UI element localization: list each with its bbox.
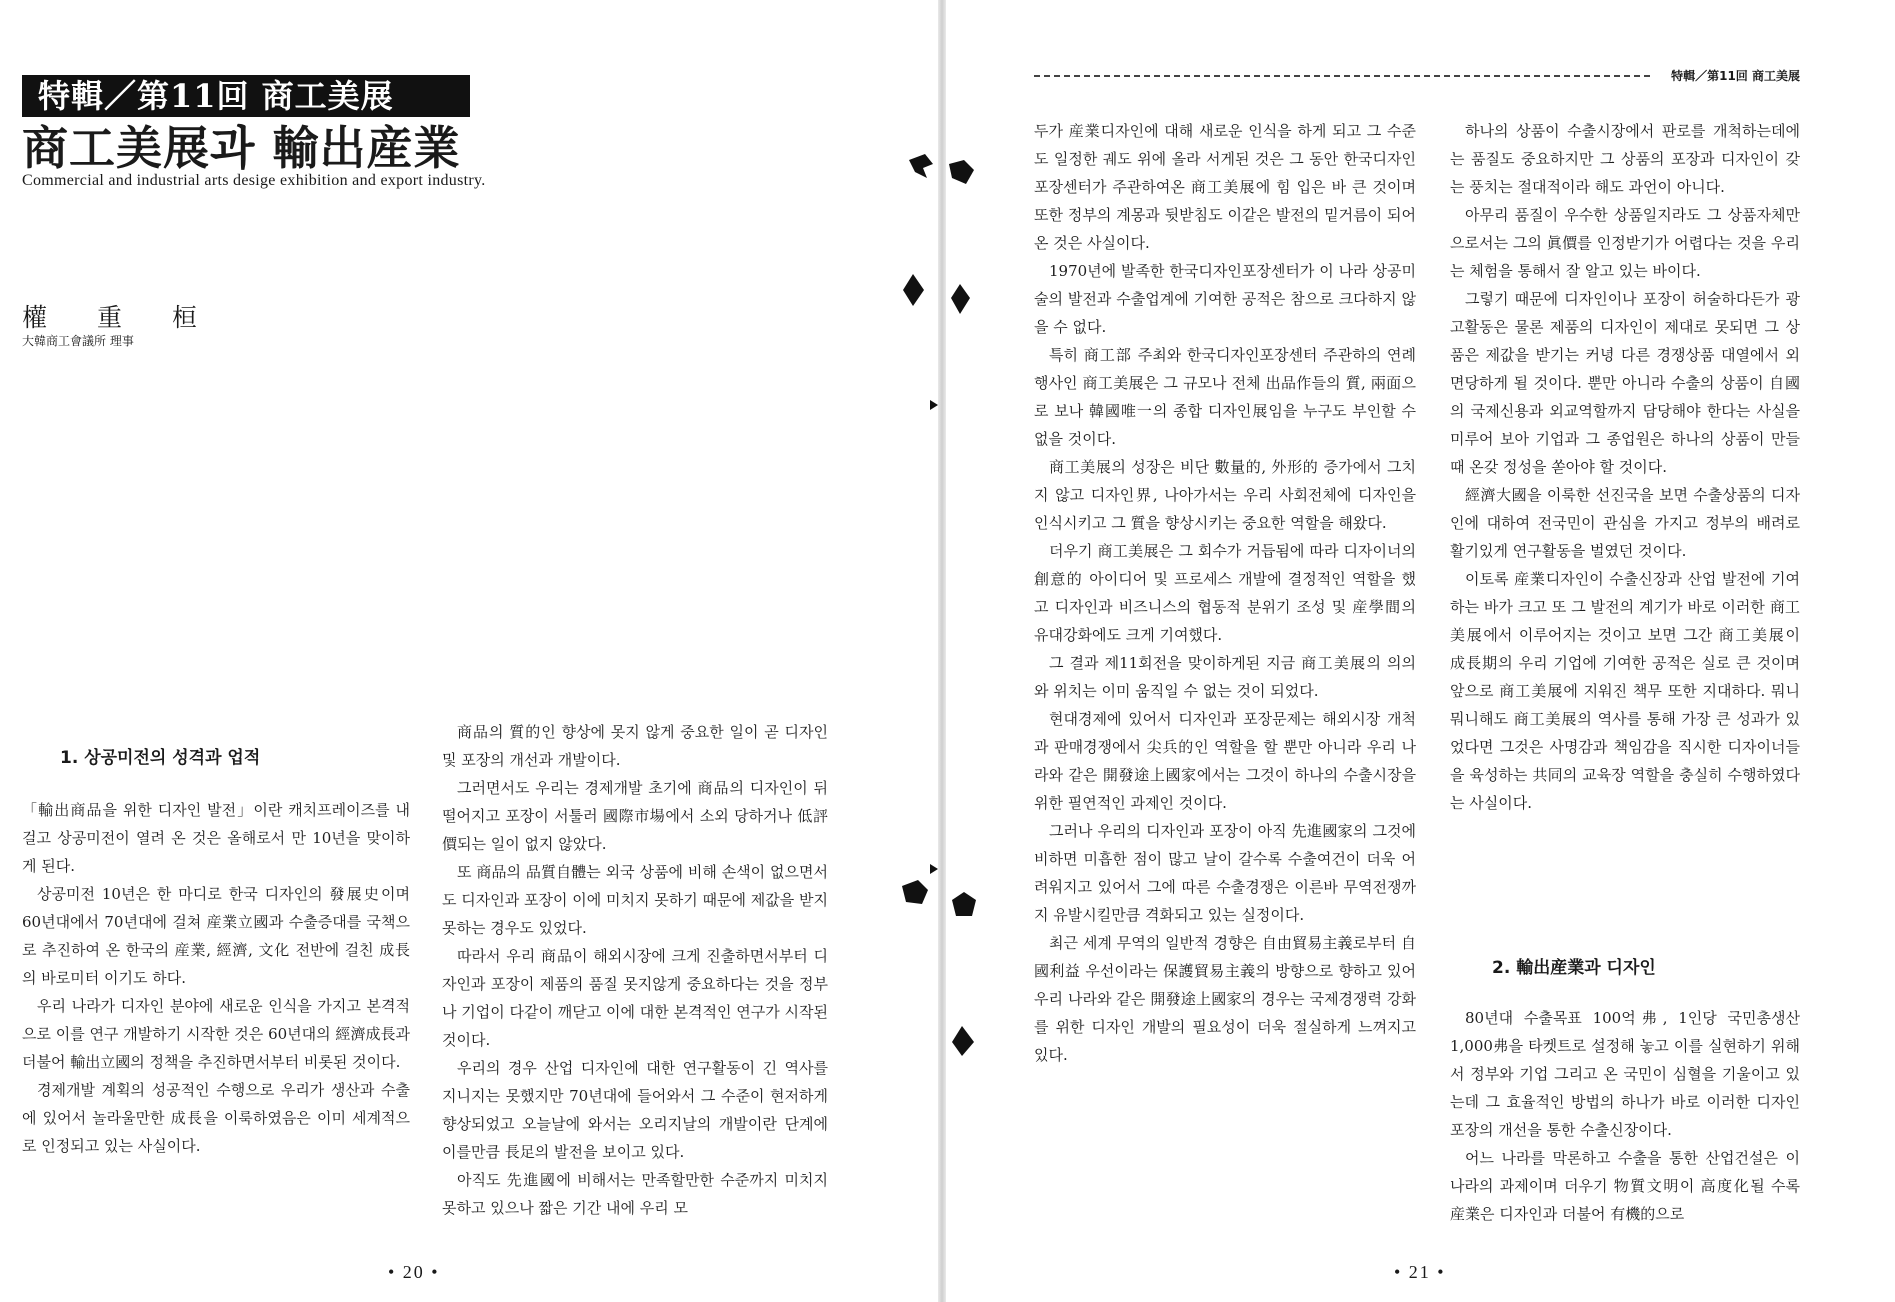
paragraph: 우리 나라가 디자인 분야에 새로운 인식을 가지고 본격적으로 이를 연구 개발하기 시작한 것은 60년대의 經濟成長과 더불어 輸出立國의 정책을 추진하면서부터 비롯된 것이다. bbox=[22, 997, 410, 1071]
ink-dot-mark bbox=[930, 864, 938, 874]
paragraph: 최근 세계 무역의 일반적 경향은 自由貿易主義로부터 自國利益 우선이라는 保護貿易主義의 방향으로 향하고 있어 우리 나라와 같은 開發途上國家의 경우는 국제경쟁력 강화를 위한 디자인 개발의 필요성이 더욱 절실하게 느껴지고 있다. bbox=[1034, 934, 1416, 1064]
paragraph: 특히 商工部 주최와 한국디자인포장센터 주관하의 연례행사인 商工美展은 그 규모나 전체 出品作들의 質, 兩面으로 보나 韓國唯一의 종합 디자인展임을 누구도 부인할 수 없을 것이다. bbox=[1034, 346, 1416, 448]
paragraph: 두가 産業디자인에 대해 새로운 인식을 하게 되고 그 수준도 일정한 궤도 위에 올라 서게된 것은 그 동안 한국디자인포장센터가 주관하여온 商工美展에 힘 입은 바 큰 것이며 또한 정부의 계몽과 뒷받침도 이같은 발전의 밑거름이 되어 온 것은 사실이다. bbox=[1034, 122, 1416, 252]
author-name: 權重桓 bbox=[22, 303, 248, 332]
article-subtitle-english: Commercial and industrial arts desige exhibition and export industry. bbox=[22, 172, 486, 189]
paragraph: 경제개발 계획의 성공적인 수행으로 우리가 생산과 수출에 있어서 놀라울만한 成長을 이룩하였음은 이미 세계적으로 인정되고 있는 사실이다. bbox=[22, 1081, 410, 1155]
text-column-4-continued bbox=[1450, 1004, 1800, 1228]
ink-blot-mark bbox=[900, 878, 930, 908]
header-dashed-rule bbox=[1034, 75, 1650, 77]
ink-dot-mark bbox=[930, 400, 938, 410]
author-affiliation: 大韓商工會議所 理事 bbox=[22, 334, 134, 348]
paragraph: 하나의 상품이 수출시장에서 판로를 개척하는데에는 품질도 중요하지만 그 상품의 포장과 디자인이 갖는 풍치는 절대적이라 해도 과언이 아니다. bbox=[1450, 122, 1800, 196]
page-number-right: • 21 • bbox=[1394, 1262, 1446, 1282]
text-column-4 bbox=[1450, 117, 1800, 817]
text-column-1 bbox=[22, 796, 410, 1160]
running-header bbox=[1034, 67, 1800, 83]
paragraph: 상공미전 10년은 한 마디로 한국 디자인의 發展史이며 60년대에서 70년대에 걸쳐 産業立國과 수출증대를 국책으로 추진하여 온 한국의 産業, 經濟, 文化 전반에 걸친 成長의 바로미터 이기도 하다. bbox=[22, 885, 410, 987]
text-column-3 bbox=[1034, 117, 1416, 1069]
paragraph: 經濟大國을 이룩한 선진국을 보면 수출상품의 디자인에 대하여 전국민이 관심을 가지고 정부의 배려로 활기있게 연구활동을 벌였던 것이다. bbox=[1450, 486, 1800, 560]
page-gutter bbox=[938, 0, 946, 1302]
paragraph: 商品의 質的인 향상에 못지 않게 중요한 일이 곧 디자인 및 포장의 개선과 개발이다. bbox=[442, 723, 828, 769]
paragraph: 따라서 우리 商品이 해외시장에 크게 진출하면서부터 디자인과 포장이 제품의 품질 못지않게 중요하다는 것을 정부나 기업이 다같이 깨닫고 이에 대한 본격적인 연구가 시작된 것이다. bbox=[442, 947, 828, 1049]
ink-blot-mark bbox=[950, 1024, 976, 1058]
paragraph: 이토록 産業디자인이 수출신장과 산업 발전에 기여하는 바가 크고 또 그 발전의 계기가 바로 이러한 商工美展에서 이루어지는 것이고 보면 그간 商工美展이 成長期의 우리 기업에 기여한 공적은 실로 큰 것이며 앞으로 商工美展에 지워진 책무 또한 지대하다. 뭐니뭐니해도 商工美展의 역사를 통해 가장 큰 성과가 있었다면 그것은 사명감과 책임감을 직시한 디자이너들을 육성하는 共同의 교육장 역할을 충실히 수행하였다는 사실이다. bbox=[1450, 570, 1800, 812]
paragraph: 그렇기 때문에 디자인이나 포장이 허술하다든가 광고활동은 물론 제품의 디자인이 제대로 못되면 그 상품은 제값을 받기는 커녕 다른 경쟁상품 대열에서 외면당하게 될 것이다. 뿐만 아니라 수출의 상품이 自國의 국제신용과 외교역할까지 담당해야 한다는 사실을 미루어 보아 기업과 그 종업원은 하나의 상품이 만들 때 온갖 정성을 쏟아야 할 것이다. bbox=[1450, 290, 1800, 476]
ink-blot-mark bbox=[946, 158, 976, 186]
paragraph: 商工美展의 성장은 비단 數量的, 外形的 증가에서 그치지 않고 디자인界, 나아가서는 우리 사회전체에 디자인을 인식시키고 그 質을 향상시키는 중요한 역할을 해왔다. bbox=[1034, 458, 1416, 532]
section-1-heading: 1. 상공미전의 성격과 업적 bbox=[60, 748, 261, 768]
text-column-2 bbox=[442, 718, 828, 1222]
ink-blot-mark bbox=[900, 272, 926, 308]
page-number-left: • 20 • bbox=[388, 1262, 440, 1282]
article-title: 商工美展과 輸出産業 bbox=[22, 121, 461, 175]
paragraph: 1970년에 발족한 한국디자인포장센터가 이 나라 상공미술의 발전과 수출업계에 기여한 공적은 참으로 크다하지 않을 수 없다. bbox=[1034, 262, 1416, 336]
paragraph: 아무리 품질이 우수한 상품일지라도 그 상품자체만으로서는 그의 眞價를 인정받기가 어렵다는 것을 우리는 체험을 통해서 잘 알고 있는 바이다. bbox=[1450, 206, 1800, 280]
paragraph: 또 商品의 品質自體는 외국 상품에 비해 손색이 없으면서도 디자인과 포장이 이에 미치지 못하기 때문에 제값을 받지 못하는 경우도 있었다. bbox=[442, 863, 828, 937]
paragraph: 80년대 수출목표 100억弗, 1인당 국민총생산 1,000弗을 타켓트로 설정해 놓고 이를 실현하기 위해서 정부와 기업 그리고 온 국민이 심혈을 기울이고 있는데 그 효율적인 방법의 하나가 바로 이러한 디자인 포장의 개선을 통한 수출신장이다. bbox=[1450, 1009, 1800, 1139]
paragraph: 어느 나라를 막론하고 수출을 통한 산업건설은 이 나라의 과제이며 더우기 物質文明이 高度化될 수록 産業은 디자인과 더불어 有機的으로 bbox=[1450, 1149, 1800, 1223]
paragraph: 그러나 우리의 디자인과 포장이 아직 先進國家의 그것에 비하면 미흡한 점이 많고 날이 갈수록 수출여건이 더욱 어려워지고 있어서 그에 따른 수출경쟁은 이른바 무역전쟁까지 유발시킬만큼 격화되고 있는 실정이다. bbox=[1034, 822, 1416, 924]
left-page bbox=[0, 0, 938, 1302]
section-2-heading: 2. 輸出産業과 디자인 bbox=[1492, 958, 1656, 978]
paragraph: 그 결과 제11회전을 맞이하게된 지금 商工美展의 의의와 위치는 이미 움직일 수 없는 것이 되었다. bbox=[1034, 654, 1416, 700]
paragraph: 현대경제에 있어서 디자인과 포장문제는 해외시장 개척과 판매경쟁에서 尖兵的인 역할을 할 뿐만 아니라 우리 나라와 같은 開發途上國家에서는 그것이 하나의 수출시장을 위한 필연적인 과제인 것이다. bbox=[1034, 710, 1416, 812]
paragraph: 우리의 경우 산업 디자인에 대한 연구활동이 긴 역사를 지니지는 못했지만 70년대에 들어와서 그 수준이 현저하게 향상되었고 오늘날에 와서는 오리지날의 개발이란 단계에 이를만큼 長足의 발전을 보이고 있다. bbox=[442, 1059, 828, 1161]
paragraph: 아직도 先進國에 비해서는 만족할만한 수준까지 미치지 못하고 있으나 짧은 기간 내에 우리 모 bbox=[442, 1171, 828, 1217]
feature-banner: 特輯／第11回 商工美展 bbox=[22, 75, 470, 117]
ink-blot-mark bbox=[948, 890, 978, 920]
paragraph: 그러면서도 우리는 경제개발 초기에 商品의 디자인이 뒤떨어지고 포장이 서툴러 國際市場에서 소외 당하거나 低評價되는 일이 없지 않았다. bbox=[442, 779, 828, 853]
right-page bbox=[946, 0, 1895, 1302]
paragraph: 더우기 商工美展은 그 회수가 거듭됨에 따라 디자이너의 創意的 아이디어 및 프로세스 개발에 결정적인 역할을 했고 디자인과 비즈니스의 협동적 분위기 조성 및 産學間의 유대강화에도 크게 기여했다. bbox=[1034, 542, 1416, 644]
ink-blot-mark bbox=[905, 150, 935, 180]
ink-blot-mark bbox=[948, 282, 972, 316]
running-header-text: 特輯／第11回 商工美展 bbox=[1665, 67, 1800, 84]
paragraph: 「輸出商品을 위한 디자인 발전」이란 캐치프레이즈를 내걸고 상공미전이 열려 온 것은 올해로서 만 10년을 맞이하게 된다. bbox=[22, 801, 410, 875]
